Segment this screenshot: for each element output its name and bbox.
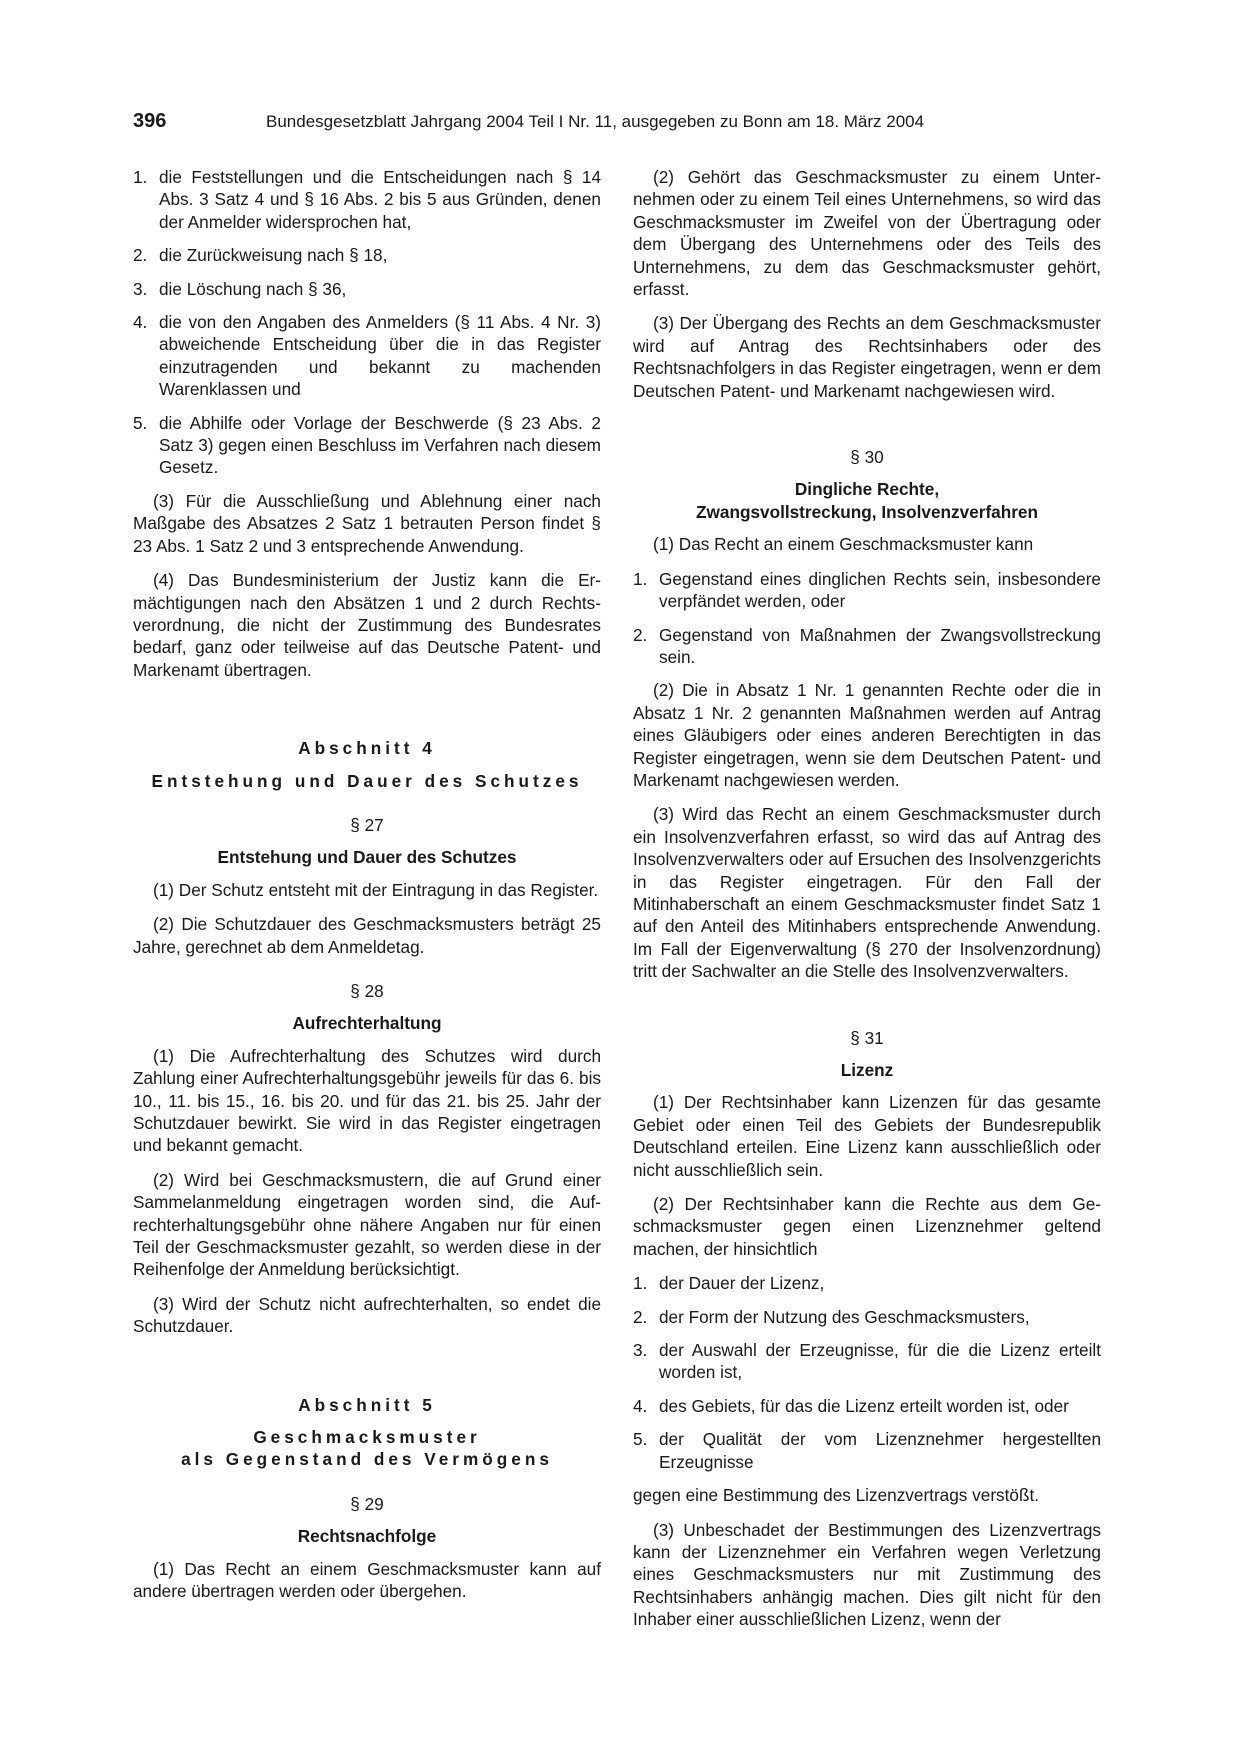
list-item: 2. Gegenstand von Maßnahmen der Zwangsvollstreckung sein. [633,624,1101,667]
running-head: Bundesgesetzblatt Jahrgang 2004 Teil I Nr. 11, ausgegeben zu Bonn am 18. März 2004 [266,112,925,131]
list-item: 1. die Feststellungen und die Entscheidungen nach § 14 Abs. 3 Satz 4 und § 16 Abs. 2 bis 5 aus Gründen, denen der Anmelder widersprochen hat, [133,167,601,232]
section-label: Abschnitt 4 [298,738,436,759]
paragraph-title: Aufrechterhaltung [292,1013,442,1034]
paragraph: (1) Die Aufrechterhaltung des Schutzes wird durch Zahlung einer Aufrechterhaltungsgebühr jeweils für das 6. bis 10., 11. bis 15., 16. bis 20. und für das 21. bis 25. Jahr der Schutzdauer bewirkt. Sie wird in das Register eingetragen und bekannt gemacht. [133,1045,601,1156]
paragraph: (2) Die Schutzdauer des Geschmacksmusters beträgt 25 Jahre, gerechnet ab dem Anmeldetag. [133,914,601,957]
list-item: 3. der Auswahl der Erzeugnisse, für die die Lizenz erteilt worden ist, [633,1340,1101,1383]
list-item: 5. der Qualität der vom Lizenznehmer hergestellten Erzeugnisse [633,1429,1101,1472]
section-title: Entstehung und Dauer des Schutzes [151,770,583,791]
paragraph: (2) Wird bei Geschmacksmustern, die auf Grund einer Sammelanmeldung eingetragen worden sind, die Aufrechterhaltungsgebühr ohne nähere Angaben nur für einen Teil der Geschmacksmuster gezahlt, so werden diese in der Reihenfolge der Anmeldung berücksichtigt. [133,1169,601,1280]
list-item: 3. die Löschung nach § 36, [133,278,347,299]
page-number: 396 [133,110,167,132]
section-title: Geschmacksmuster [253,1427,481,1448]
list-item: 1. der Dauer der Lizenz, [633,1273,825,1294]
paragraph-title: Dingliche Rechte, [794,479,940,500]
list-item: 2. die Zurückweisung nach § 18, [133,245,388,266]
list-item: 2. der Form der Nutzung des Geschmacksmusters, [633,1306,1030,1327]
paragraph-sign: § 30 [850,447,884,468]
paragraph: (1) Das Recht an einem Geschmacksmuster kann auf andere übertragen werden oder übergehen. [133,1558,601,1602]
paragraph: (4) Das Bundesministerium der Justiz kann die Ermächtigungen nach den Absätzen 1 und 2 durch Rechtsverordnung, die nicht der Zustimmung des Bundesrates bedarf, ganz oder teilweise auf das Deutsche Patent- und Markenamt übertragen. [133,570,601,680]
paragraph-title: Lizenz [840,1060,894,1080]
paragraph-sign: § 28 [350,980,384,1001]
paragraph: (1) Der Schutz entsteht mit der Eintragung in das Register. [153,879,599,900]
paragraph: (3) Wird das Recht an einem Geschmacksmuster durch ein Insolvenzverfahren erfasst, so wird das auf Antrag des Insolvenzverwalters oder auf Ersuchen des Insolvenzgerichts in das Register eingetragen. Für den Fall der Mitinhaberschaft an einem Geschmacksmuster findet Satz 1 auf den Anteil des Mitinhabers entsprechende Anwendung. Im Fall der Eigenverwaltung (§ 270 der Insolvenzordnung) tritt der Sachwalter an die Stelle des Insolvenzverwalters. [633,804,1101,982]
paragraph-title: Rechtsnachfolge [297,1526,437,1547]
paragraph: gegen eine Bestimmung des Lizenzvertrags verstößt. [633,1485,1040,1506]
list-item: 4. des Gebiets, für das die Lizenz erteilt worden ist, oder [633,1395,1069,1416]
paragraph: (3) Für die Ausschließung und Ablehnung einer nach Maßgabe des Absatzes 2 Satz 1 betrauten Person findet § 23 Abs. 1 Satz 2 und 3 entsprechende Anwendung. [133,490,601,556]
paragraph: (2) Gehört das Geschmacksmuster zu einem Unternehmen oder zu einem Teil eines Unternehmens, so wird das Geschmacksmuster im Zweifel von der Übertragung oder dem Übergang des Unternehmens oder des Teils des Unternehmens, zu dem das Geschmacksmuster gehört, erfasst. [633,167,1101,300]
paragraph: (3) Wird der Schutz nicht aufrechterhalten, so endet die Schutzdauer. [133,1293,601,1337]
page-header [133,110,1113,136]
paragraph-sign: § 29 [350,1493,384,1514]
section-label: Abschnitt 5 [298,1394,436,1415]
paragraph-title: Zwangsvollstreckung, Insolvenzverfahren [696,501,1038,522]
paragraph: (1) Der Rechtsinhaber kann Lizenzen für das gesamte Gebiet oder einen Teil des Gebiets der Bundesrepublik Deutschland erteilen. Eine Lizenz kann ausschließlich oder nicht ausschließlich sein. [633,1092,1101,1180]
list-item: 5. die Abhilfe oder Vorlage der Beschwerde (§ 23 Abs. 2 Satz 3) gegen einen Beschluss im Verfahren nach diesem Gesetz. [133,412,601,478]
enumerated-list [633,1272,1101,1473]
enumerated-list [133,166,601,479]
paragraph-title: Entstehung und Dauer des Schutzes [217,847,517,868]
paragraph-sign: § 31 [850,1027,884,1048]
right-column [633,166,1101,1643]
paragraph: (3) Unbeschadet der Bestimmungen des Lizenzvertrags kann der Lizenznehmer ein Verfahren wegen Verletzung eines Geschmacksmusters nur mit Zustimmung des Rechtsinhabers anhängig machen. Dies gilt nicht für den Inhaber einer ausschließlichen Lizenz, wenn der [633,1519,1101,1630]
enumerated-list [633,568,1101,669]
list-item: 4. die von den Angaben des Anmelders (§ 11 Abs. 4 Nr. 3) abweichende Entscheidung über die in das Register einzutragenden und bekannt zu machenden Warenklassen und [133,312,601,400]
section-title: als Gegenstand des Vermögens [181,1449,553,1470]
paragraph: (3) Der Übergang des Rechts an dem Geschmacksmuster wird auf Antrag des Rechtsinhabers oder des Rechtsnachfolgers in das Register eingetragen, wenn er dem Deutschen Patent- und Markenamt nachgewiesen wird. [633,313,1101,401]
paragraph: (2) Der Rechtsinhaber kann die Rechte aus dem Geschmacksmuster gegen einen Lizenznehmer geltend machen, der hinsichtlich [633,1194,1101,1259]
paragraph: (2) Die in Absatz 1 Nr. 1 genannten Rechte oder die in Absatz 1 Nr. 2 genannten Maßnahmen werden auf Antrag eines Gläubigers oder eines anderen Berechtigten in das Register eingetragen, wenn sie dem Deutschen Patent- und Markenamt nachgewiesen werden. [633,680,1101,790]
paragraph: (1) Das Recht an einem Geschmacksmuster kann [653,534,1034,555]
left-column [133,166,601,1615]
list-item: 1. Gegenstand eines dinglichen Rechts sein, insbesondere verpfändet werden, oder [633,568,1101,612]
paragraph-sign: § 27 [350,814,384,835]
